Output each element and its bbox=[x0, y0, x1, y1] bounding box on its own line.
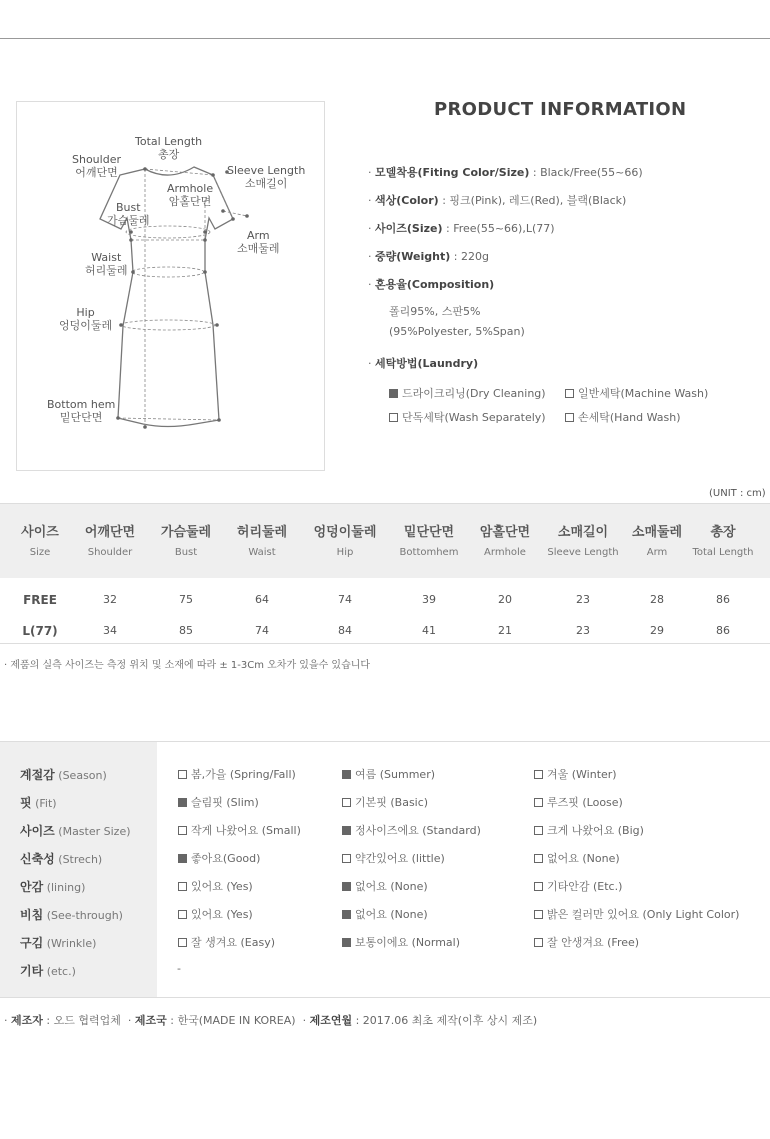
checkbox-empty-icon bbox=[178, 770, 187, 779]
composition-en: (95%Polyester, 5%Span) bbox=[389, 325, 525, 338]
label-bust: Bust 가슴둘레 bbox=[107, 201, 150, 227]
label-hip: Hip 엉덩이둘레 bbox=[59, 306, 113, 332]
checkbox-empty-icon bbox=[178, 910, 187, 919]
col-head-size: 사이즈 bbox=[21, 525, 59, 540]
col-head-total-length: 총장 bbox=[710, 525, 736, 540]
table-cell: 84 bbox=[338, 624, 352, 637]
attribute-option-label: 있어요 (Yes) bbox=[191, 880, 253, 893]
table-cell: 20 bbox=[498, 593, 512, 606]
attribute-option-label: 기본핏 (Basic) bbox=[355, 796, 429, 809]
attributes-bottom-divider bbox=[0, 997, 770, 998]
col-head-sleeve-length: 소매길이 bbox=[557, 525, 609, 540]
attribute-option-label: 없어요 (None) bbox=[547, 852, 620, 865]
attribute-label-ko: 구김 bbox=[20, 936, 44, 950]
label-arm: Arm 소매둘레 bbox=[237, 229, 280, 255]
size-row-label: L(77) bbox=[22, 624, 58, 638]
attribute-option-label: 크게 나왔어요 (Big) bbox=[547, 824, 644, 837]
size-note: · 제품의 실측 사이즈는 측정 위치 및 소재에 따라 ± 1-3Cm 오차가 있을수 있습니다 bbox=[4, 660, 371, 671]
col-head-bottomhem: 밑단단면 bbox=[403, 525, 455, 540]
checkbox-empty-icon bbox=[342, 854, 351, 863]
attribute-option-label: 여름 (Summer) bbox=[355, 768, 436, 781]
attribute-label-en: (See-through) bbox=[46, 909, 123, 922]
attribute-label-ko: 사이즈 bbox=[20, 824, 55, 838]
info-weight: · 중량(Weight) : 220g bbox=[368, 250, 489, 263]
attribute-option bbox=[534, 822, 644, 838]
checkbox-empty-icon bbox=[534, 910, 543, 919]
attribute-option-label: 잘 안생겨요 (Free) bbox=[547, 936, 640, 949]
checkbox-empty-icon bbox=[565, 413, 574, 422]
checkbox-empty-icon bbox=[342, 798, 351, 807]
table-cell: 85 bbox=[179, 624, 193, 637]
attribute-option-label: 좋아요(Good) bbox=[191, 852, 261, 865]
col-head-bust: 가슴둘레 bbox=[160, 525, 212, 540]
table-cell: 28 bbox=[650, 593, 664, 606]
info-color: · 색상(Color) : 핑크(Pink), 레드(Red), 블랙(Black) bbox=[368, 194, 627, 207]
col-sub-armhole: Armhole bbox=[484, 547, 526, 558]
table-cell: 64 bbox=[255, 593, 269, 606]
attribute-option bbox=[342, 822, 481, 838]
attribute-option-label: 겨울 (Winter) bbox=[547, 768, 617, 781]
table-cell: 75 bbox=[179, 593, 193, 606]
label-shoulder: Shoulder 어깨단면 bbox=[72, 153, 121, 179]
attribute-label bbox=[20, 794, 57, 811]
attribute-label-en: (Season) bbox=[58, 769, 107, 782]
checkbox-checked-icon bbox=[389, 389, 398, 398]
attribute-option-label: 기타안감 (Etc.) bbox=[547, 880, 623, 893]
etc-value: - bbox=[177, 962, 181, 975]
attribute-label-en: (etc.) bbox=[46, 965, 76, 978]
col-sub-waist: Waist bbox=[248, 547, 276, 558]
attribute-label bbox=[20, 766, 107, 783]
table-cell: 86 bbox=[716, 593, 730, 606]
attribute-label bbox=[20, 934, 96, 951]
table-cell: 34 bbox=[103, 624, 117, 637]
checkbox-empty-icon bbox=[178, 826, 187, 835]
attribute-label-en: (Master Size) bbox=[58, 825, 131, 838]
col-sub-hip: Hip bbox=[336, 547, 354, 558]
col-sub-sleeve-length: Sleeve Length bbox=[547, 547, 619, 558]
attribute-label-en: (Fit) bbox=[35, 797, 57, 810]
col-sub-bottomhem: Bottomhem bbox=[399, 547, 459, 558]
attribute-option-label: 슬림핏 (Slim) bbox=[191, 796, 259, 809]
label-armhole: Armhole 암홀단면 bbox=[167, 182, 214, 208]
attribute-option bbox=[534, 766, 617, 782]
checkbox-empty-icon bbox=[178, 938, 187, 947]
label-bottom-hem: Bottom hem 밑단단면 bbox=[47, 398, 116, 424]
checkbox-checked-icon bbox=[342, 770, 351, 779]
attribute-option-label: 밝은 컬러만 있어요 (Only Light Color) bbox=[547, 908, 740, 921]
table-cell: 23 bbox=[576, 593, 590, 606]
table-cell: 86 bbox=[716, 624, 730, 637]
attribute-option-label: 보통이에요 (Normal) bbox=[355, 936, 461, 949]
attribute-label bbox=[20, 822, 131, 839]
laundry-option-dry-cleaning: 드라이크리닝(Dry Cleaning) bbox=[389, 385, 546, 401]
attribute-option-label: 작게 나왔어요 (Small) bbox=[191, 824, 301, 837]
attribute-label bbox=[20, 906, 123, 923]
attribute-label-ko: 신축성 bbox=[20, 852, 55, 866]
attribute-option bbox=[178, 794, 259, 810]
info-model: · 모델착용(Fiting Color/Size) : Black/Free(55~66) bbox=[368, 166, 643, 179]
attribute-option-label: 있어요 (Yes) bbox=[191, 908, 253, 921]
attribute-option bbox=[342, 794, 428, 810]
attribute-label bbox=[20, 962, 76, 979]
col-sub-arm: Arm bbox=[646, 547, 668, 558]
attribute-option bbox=[178, 850, 260, 866]
size-row-label: FREE bbox=[23, 593, 57, 607]
size-table-header bbox=[0, 503, 770, 578]
checkbox-empty-icon bbox=[534, 826, 543, 835]
attribute-option-label: 없어요 (None) bbox=[355, 908, 428, 921]
label-total-length: Total Length 총장 bbox=[135, 135, 203, 161]
table-cell: 29 bbox=[650, 624, 664, 637]
info-size: · 사이즈(Size) : Free(55~66),L(77) bbox=[368, 222, 555, 235]
checkbox-empty-icon bbox=[534, 770, 543, 779]
col-head-hip: 엉덩이둘레 bbox=[313, 525, 377, 540]
attribute-option bbox=[178, 934, 275, 950]
checkbox-checked-icon bbox=[342, 910, 351, 919]
laundry-option-machine-wash: 일반세탁(Machine Wash) bbox=[565, 385, 708, 401]
attribute-option bbox=[342, 766, 435, 782]
product-info-title: PRODUCT INFORMATION bbox=[434, 99, 687, 120]
size-table-divider bbox=[0, 643, 770, 644]
laundry-option-wash-separately: 단독세탁(Wash Separately) bbox=[389, 409, 546, 425]
attribute-option bbox=[178, 906, 253, 922]
attribute-option-label: 없어요 (None) bbox=[355, 880, 428, 893]
attribute-option-label: 정사이즈에요 (Standard) bbox=[355, 824, 481, 837]
checkbox-checked-icon bbox=[342, 882, 351, 891]
col-head-waist: 허리둘레 bbox=[236, 525, 288, 540]
measurement-diagram bbox=[16, 101, 325, 471]
checkbox-empty-icon bbox=[534, 938, 543, 947]
checkbox-empty-icon bbox=[389, 413, 398, 422]
top-divider bbox=[0, 38, 770, 39]
checkbox-empty-icon bbox=[178, 882, 187, 891]
maker-info: · 제조자 : 오드 협력업체 · 제조국 : 한국(MADE IN KOREA) · 제조연월 : 2017.06 최초 제작(이후 상시 제조) bbox=[4, 1014, 538, 1027]
checkbox-empty-icon bbox=[534, 854, 543, 863]
attribute-option bbox=[342, 878, 428, 894]
label-waist: Waist 허리둘레 bbox=[85, 251, 128, 277]
attribute-label-en: (Strech) bbox=[58, 853, 103, 866]
info-laundry: · 세탁방법(Laundry) bbox=[368, 357, 479, 370]
label-sleeve-length: Sleeve Length 소매길이 bbox=[227, 164, 306, 190]
checkbox-empty-icon bbox=[534, 798, 543, 807]
attribute-label-en: (lining) bbox=[46, 881, 86, 894]
checkbox-empty-icon bbox=[565, 389, 574, 398]
checkbox-checked-icon bbox=[342, 826, 351, 835]
col-head-shoulder: 어깨단면 bbox=[84, 525, 136, 540]
attribute-label-ko: 비침 bbox=[20, 908, 44, 922]
checkbox-empty-icon bbox=[534, 882, 543, 891]
table-cell: 41 bbox=[422, 624, 436, 637]
col-sub-shoulder: Shoulder bbox=[87, 547, 133, 558]
table-cell: 74 bbox=[338, 593, 352, 606]
col-head-arm: 소매둘레 bbox=[631, 525, 683, 540]
attribute-option bbox=[534, 906, 739, 922]
table-cell: 21 bbox=[498, 624, 512, 637]
attribute-label-en: (Wrinkle) bbox=[46, 937, 97, 950]
attribute-label-ko: 계절감 bbox=[20, 768, 55, 782]
col-head-armhole: 암홀단면 bbox=[479, 525, 531, 540]
col-sub-size: Size bbox=[29, 547, 51, 558]
attribute-option bbox=[178, 822, 301, 838]
attribute-option-label: 봄,가을 (Spring/Fall) bbox=[191, 768, 296, 781]
info-composition: · 혼용율(Composition) bbox=[368, 278, 495, 291]
table-cell: 23 bbox=[576, 624, 590, 637]
table-cell: 74 bbox=[255, 624, 269, 637]
attribute-option bbox=[178, 878, 253, 894]
table-cell: 39 bbox=[422, 593, 436, 606]
laundry-option-hand-wash: 손세탁(Hand Wash) bbox=[565, 409, 681, 425]
attribute-option bbox=[534, 850, 620, 866]
composition-ko: 폴리95%, 스판5% bbox=[389, 305, 481, 318]
attribute-option bbox=[534, 934, 639, 950]
checkbox-checked-icon bbox=[342, 938, 351, 947]
attribute-option bbox=[342, 934, 460, 950]
attribute-label-ko: 기타 bbox=[20, 964, 44, 978]
attribute-option-label: 루즈핏 (Loose) bbox=[547, 796, 623, 809]
attribute-option bbox=[342, 850, 445, 866]
attribute-option bbox=[534, 794, 623, 810]
unit-label: (UNIT : cm) bbox=[709, 488, 766, 499]
col-sub-total-length: Total Length bbox=[692, 547, 754, 558]
col-sub-bust: Bust bbox=[174, 547, 198, 558]
checkbox-checked-icon bbox=[178, 798, 187, 807]
checkbox-checked-icon bbox=[178, 854, 187, 863]
attribute-option-label: 잘 생겨요 (Easy) bbox=[191, 936, 276, 949]
attribute-label-ko: 안감 bbox=[20, 880, 44, 894]
attribute-option-label: 약간있어요 (little) bbox=[355, 852, 445, 865]
attribute-option bbox=[534, 878, 622, 894]
attribute-label bbox=[20, 878, 85, 895]
attribute-option bbox=[178, 766, 296, 782]
attribute-label bbox=[20, 850, 102, 867]
table-cell: 32 bbox=[103, 593, 117, 606]
attribute-option bbox=[342, 906, 428, 922]
attribute-label-ko: 핏 bbox=[20, 796, 32, 810]
